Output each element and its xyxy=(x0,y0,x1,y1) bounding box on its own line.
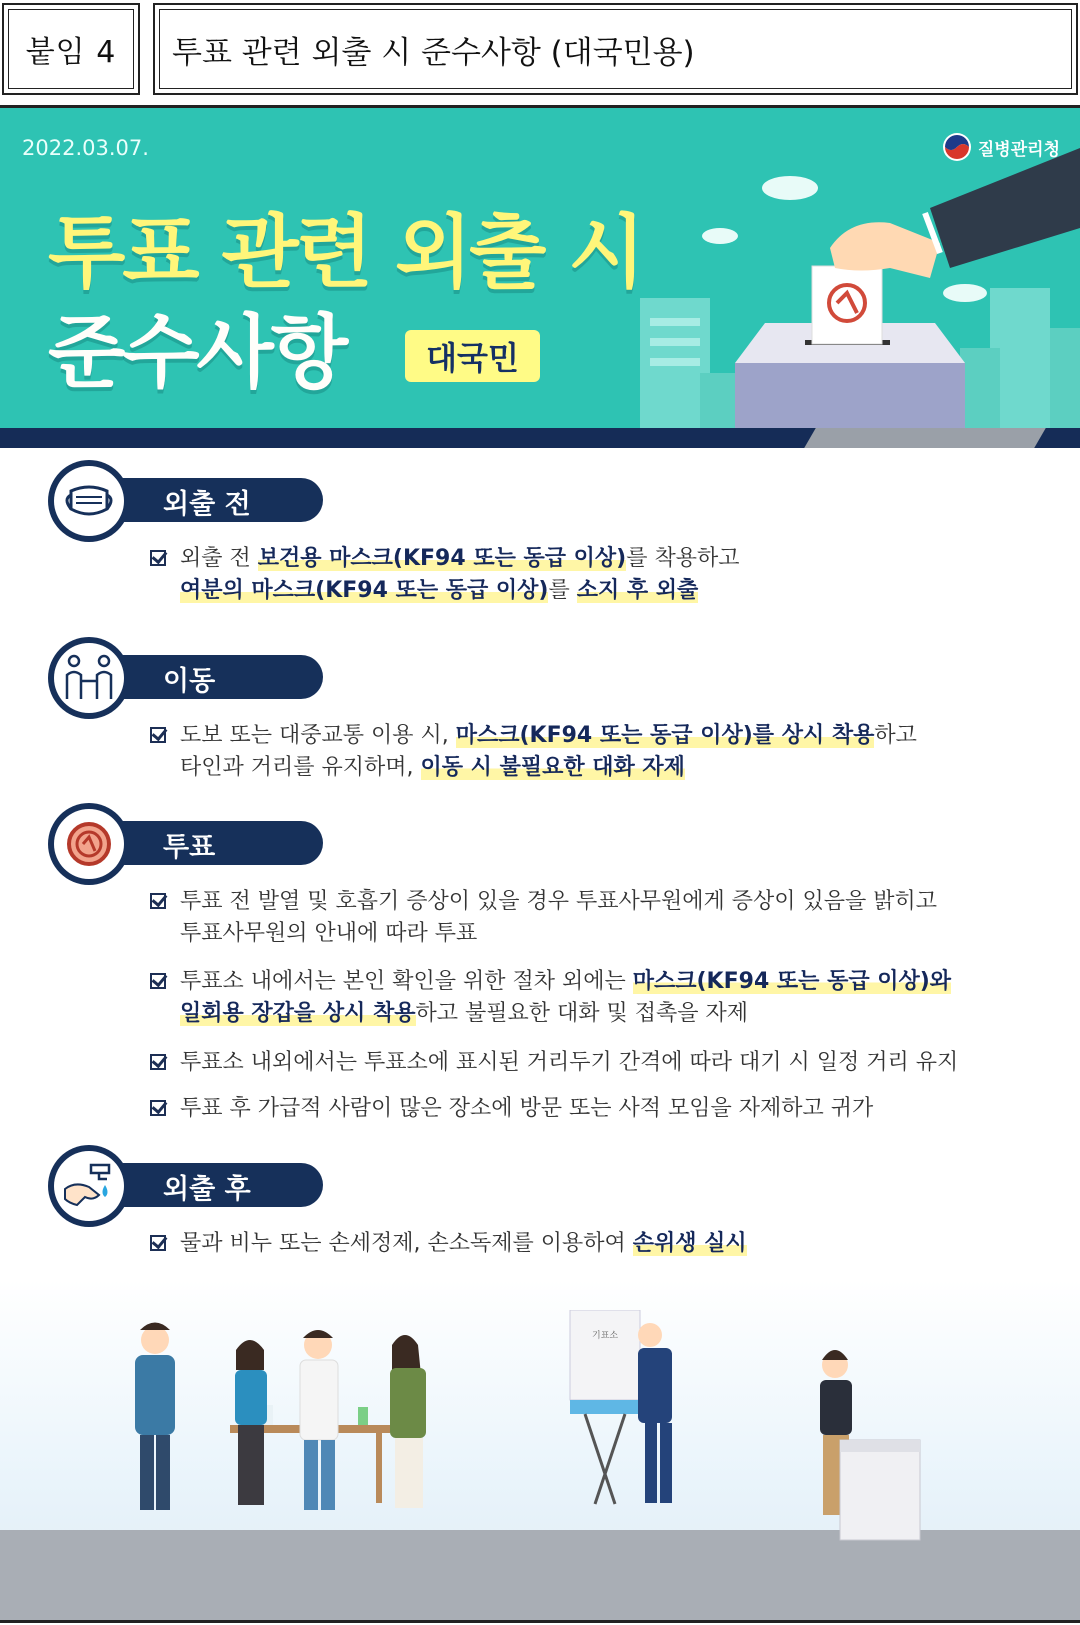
item-text-line1: 투표소 내에서는 본인 확인을 위한 절차 외에는 마스크(KF94 또는 동급 이상)와 xyxy=(180,969,952,994)
item-text-line1: 도보 또는 대중교통 이용 시, 마스크(KF94 또는 동급 이상)를 상시 착용하고 xyxy=(180,723,917,748)
item-text-line1: 투표 후 가급적 사람이 많은 장소에 방문 또는 사적 모임을 자제하고 귀가 xyxy=(180,1096,874,1121)
booth-sign: 기표소 xyxy=(592,1330,619,1340)
distance-icon xyxy=(61,653,117,703)
item-text-line1: 투표소 내외에서는 투표소에 표시된 거리두기 간격에 따라 대기 시 일정 거리 유지 xyxy=(180,1050,959,1075)
banner-date: 2022.03.07. xyxy=(22,136,149,160)
checkbox-icon xyxy=(150,550,166,566)
agency-logo xyxy=(942,132,1060,162)
item-text-line2: 타인과 거리를 유지하며, 이동 시 불필요한 대화 자제 xyxy=(180,755,685,780)
audience-badge: 대국민 xyxy=(405,330,540,382)
item-text-line1: 외출 전 보건용 마스크(KF94 또는 동급 이상)를 착용하고 xyxy=(180,546,740,571)
item-text-line2: 여분의 마스크(KF94 또는 동급 이상)를 소지 후 외출 xyxy=(180,578,699,603)
document-title-box xyxy=(153,3,1078,95)
checkbox-icon xyxy=(150,1235,166,1251)
banner xyxy=(0,108,1080,428)
banner-title-line1: 투표 관련 외출 시 xyxy=(48,206,643,299)
banner-bottom-bar xyxy=(0,428,1080,448)
item-text-line1: 투표 전 발열 및 호흡기 증상이 있을 경우 투표사무원에게 증상이 있음을 밝히고 xyxy=(180,889,937,914)
attachment-tag xyxy=(2,3,140,95)
item-text-line2: 투표사무원의 안내에 따라 투표 xyxy=(180,921,478,946)
document-title: 투표 관련 외출 시 준수사항 (대국민용) xyxy=(159,9,1072,89)
banner-title-line2: 준수사항 xyxy=(48,306,346,399)
attachment-tag-text: 붙임 4 xyxy=(8,9,134,89)
people-illustration xyxy=(0,1310,1080,1610)
hand-wash-icon xyxy=(61,1161,117,1211)
checkbox-icon xyxy=(150,973,166,989)
section-label: 외출 전 xyxy=(163,489,251,520)
checkbox-icon xyxy=(150,1100,166,1116)
vote-stamp-icon xyxy=(64,819,114,869)
item-text-line2: 일회용 장갑을 상시 착용하고 불필요한 대화 및 접촉을 자제 xyxy=(180,1001,748,1026)
checkbox-icon xyxy=(150,893,166,909)
checkbox-icon xyxy=(150,727,166,743)
section-label: 외출 후 xyxy=(163,1174,251,1205)
mask-icon xyxy=(61,481,117,521)
checkbox-icon xyxy=(150,1054,166,1070)
item-text-line1: 물과 비누 또는 손세정제, 손소독제를 이용하여 손위생 실시 xyxy=(180,1231,747,1256)
section-label: 투표 xyxy=(163,832,216,863)
agency-name: 질병관리청 xyxy=(977,139,1060,160)
government-emblem-icon xyxy=(942,132,972,162)
section-label: 이동 xyxy=(163,666,216,697)
